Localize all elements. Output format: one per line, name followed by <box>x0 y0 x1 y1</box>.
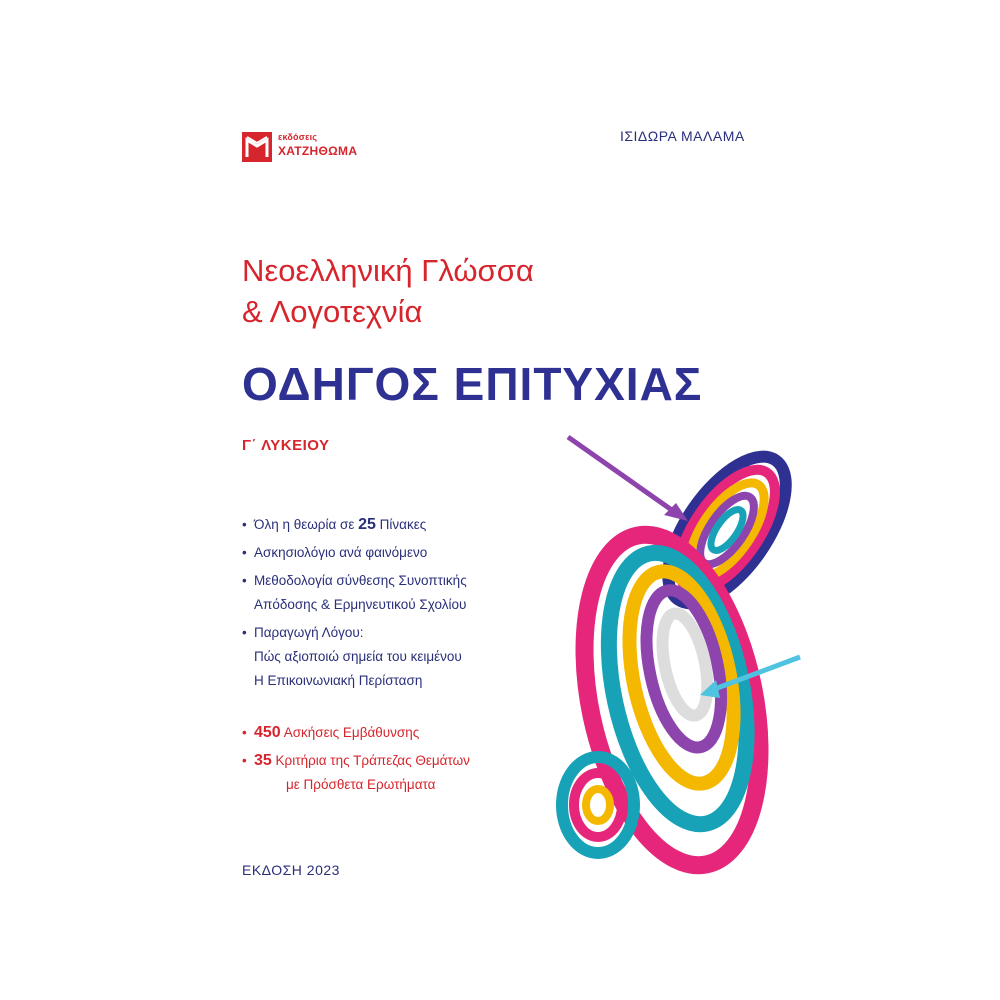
list-item: • 450 Ασκήσεις Εμβάθυνσης <box>242 724 420 741</box>
author-name: ΙΣΙΔΩΡΑ ΜΑΛΑΜΑ <box>620 128 745 144</box>
list-item-continuation: Πώς αξιοποιώ σημεία του κειμένου <box>254 649 462 664</box>
edition-label: ΕΚΔΟΣΗ 2023 <box>242 862 340 878</box>
list-item: • Όλη η θεωρία σε 25 Πίνακες <box>242 516 427 533</box>
publisher-label: εκδόσεις <box>278 132 318 142</box>
list-item-continuation: Η Επικοινωνιακή Περίσταση <box>254 673 423 688</box>
list-item: • 35 Κριτήρια της Τράπεζας Θεμάτων <box>242 752 470 769</box>
list-item: • Μεθοδολογία σύνθεσης Συνοπτικής <box>242 573 467 588</box>
publisher-name: ΧΑΤΖΗΘΩΜΑ <box>278 144 358 158</box>
grade-label: Γ΄ ΛΥΚΕΙΟΥ <box>242 437 330 454</box>
main-title: ΟΔΗΓΟΣ ΕΠΙΤΥΧΙΑΣ <box>242 358 703 410</box>
list-item: • Παραγωγή Λόγου: <box>242 625 364 640</box>
title-line-2: & Λογοτεχνία <box>242 294 423 329</box>
list-item: • Ασκησιολόγιο ανά φαινόμενο <box>242 545 428 560</box>
title-line-1: Νεοελληνική Γλώσσα <box>242 253 534 288</box>
list-item-continuation: με Πρόσθετα Ερωτήματα <box>286 777 436 792</box>
list-item-continuation: Απόδοσης & Ερμηνευτικού Σχολίου <box>254 597 467 612</box>
